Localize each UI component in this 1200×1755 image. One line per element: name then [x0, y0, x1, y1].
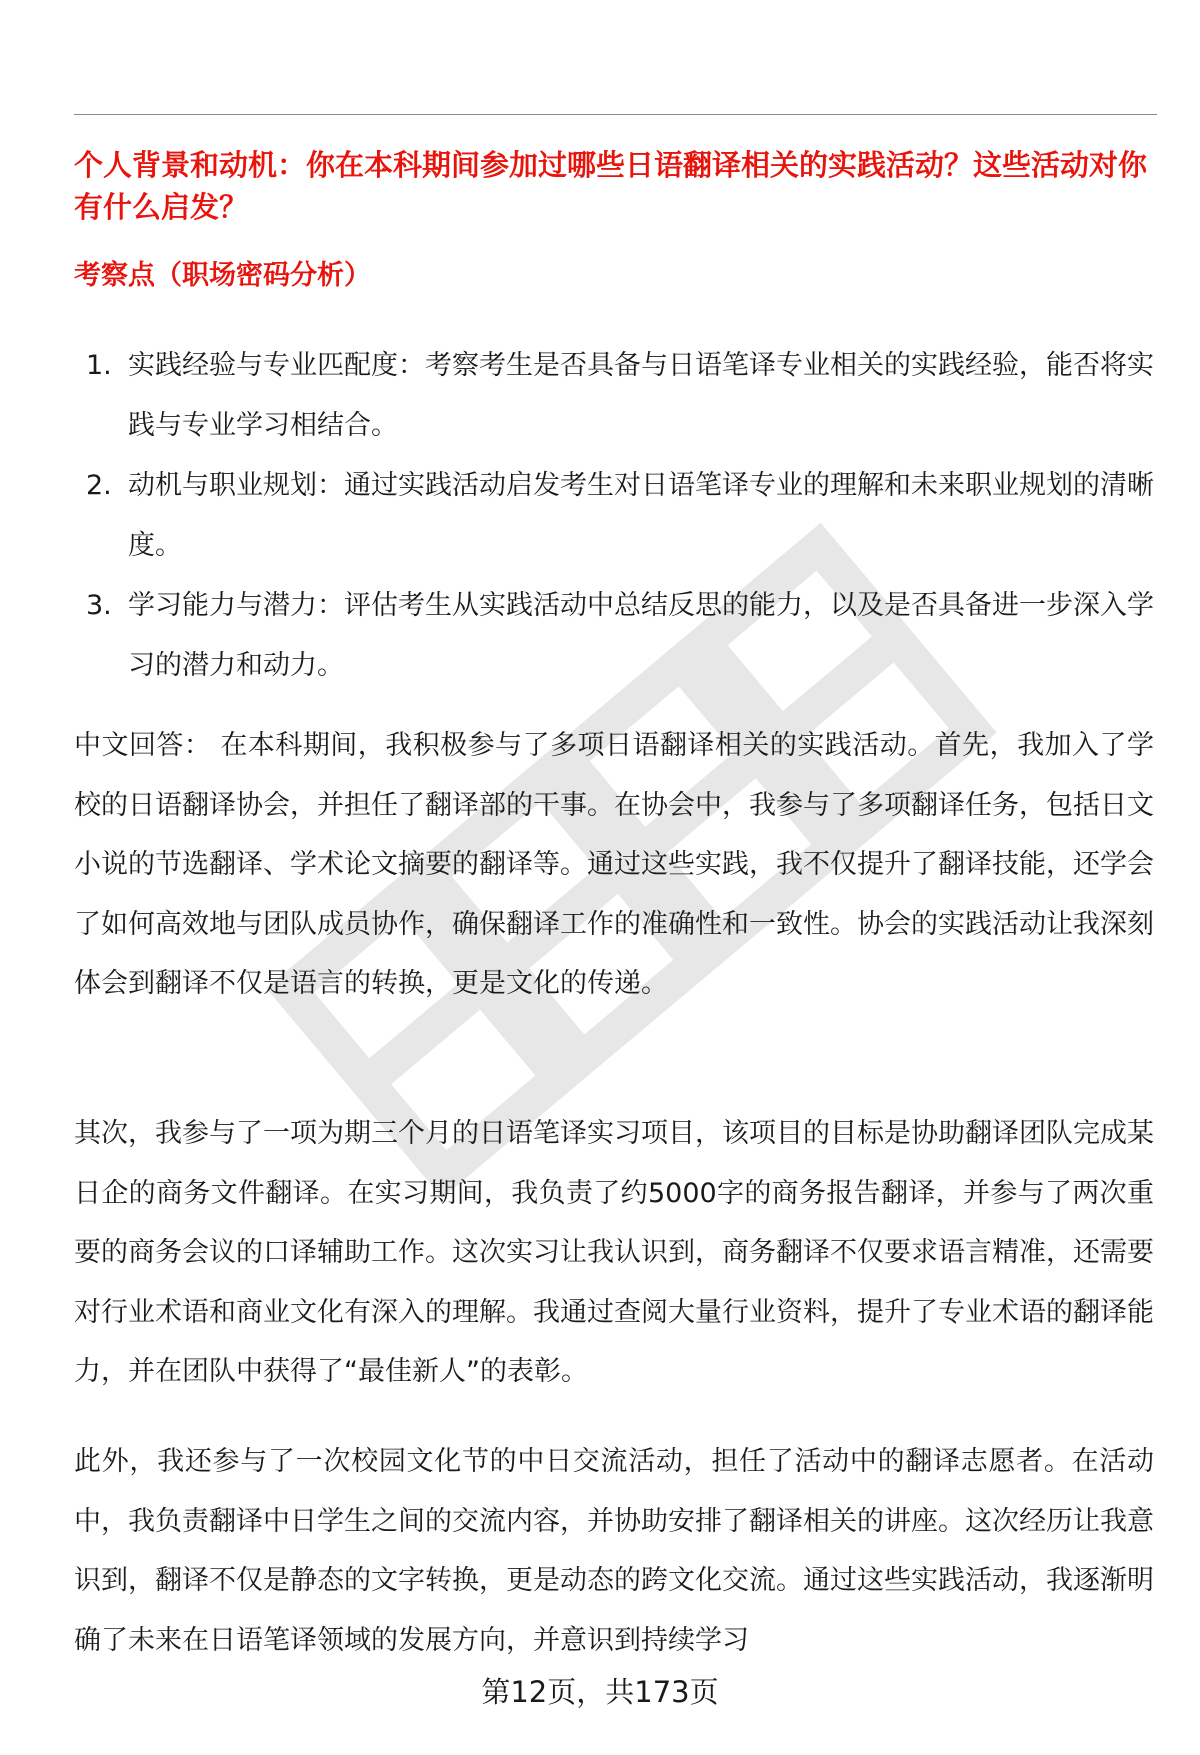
- section-heading: 考察点（职场密码分析）: [74, 260, 371, 291]
- list-item: [74, 456, 1154, 576]
- assessment-points-list: [74, 336, 1154, 696]
- list-item-text: 学习能力与潜力：评估考生从实践活动中总结反思的能力，以及是否具备进一步深入学习的潜力和动力。: [128, 590, 1154, 681]
- answer-paragraph: 中文回答： 在本科期间，我积极参与了多项日语翻译相关的实践活动。首先，我加入了学校的日语翻译协会，并担任了翻译部的干事。在协会中，我参与了多项翻译任务，包括日文小说的节选翻译、学术论文摘要的翻译等。通过这些实践，我不仅提升了翻译技能，还学会了如何高效地与团队成员协作，确保翻译工作的准确性和一致性。协会的实践活动让我深刻体会到翻译不仅是语言的转换，更是文化的传递。: [74, 730, 1154, 999]
- list-item-number: 2.: [86, 470, 112, 501]
- list-item: [74, 576, 1154, 696]
- list-item: [74, 336, 1154, 456]
- top-divider: [74, 114, 1157, 115]
- question-heading: 个人背景和动机：你在本科期间参加过哪些日语翻译相关的实践活动？这些活动对你有什么启发？: [74, 148, 1148, 224]
- list-item-number: 3.: [86, 590, 112, 621]
- page-number-footer: 第12页，共173页: [481, 1675, 719, 1709]
- list-item-number: 1.: [86, 350, 112, 381]
- list-item-text: 实践经验与专业匹配度：考察考生是否具备与日语笔译专业相关的实践经验，能否将实践与专业学习相结合。: [128, 350, 1154, 441]
- answer-paragraph: 此外，我还参与了一次校园文化节的中日交流活动，担任了活动中的翻译志愿者。在活动中，我负责翻译中日学生之间的交流内容，并协助安排了翻译相关的讲座。这次经历让我意识到，翻译不仅是静态的文字转换，更是动态的跨文化交流。通过这些实践活动，我逐渐明确了未来在日语笔译领域的发展方向，并意识到持续学习: [74, 1446, 1154, 1656]
- list-item-text: 动机与职业规划：通过实践活动启发考生对日语笔译专业的理解和未来职业规划的清晰度。: [128, 470, 1154, 561]
- answer-paragraph: 其次，我参与了一项为期三个月的日语笔译实习项目，该项目的目标是协助翻译团队完成某日企的商务文件翻译。在实习期间，我负责了约5000字的商务报告翻译，并参与了两次重要的商务会议的口译辅助工作。这次实习让我认识到，商务翻译不仅要求语言精准，还需要对行业术语和商业文化有深入的理解。我通过查阅大量行业资料，提升了专业术语的翻译能力，并在团队中获得了“最佳新人”的表彰。: [74, 1118, 1154, 1387]
